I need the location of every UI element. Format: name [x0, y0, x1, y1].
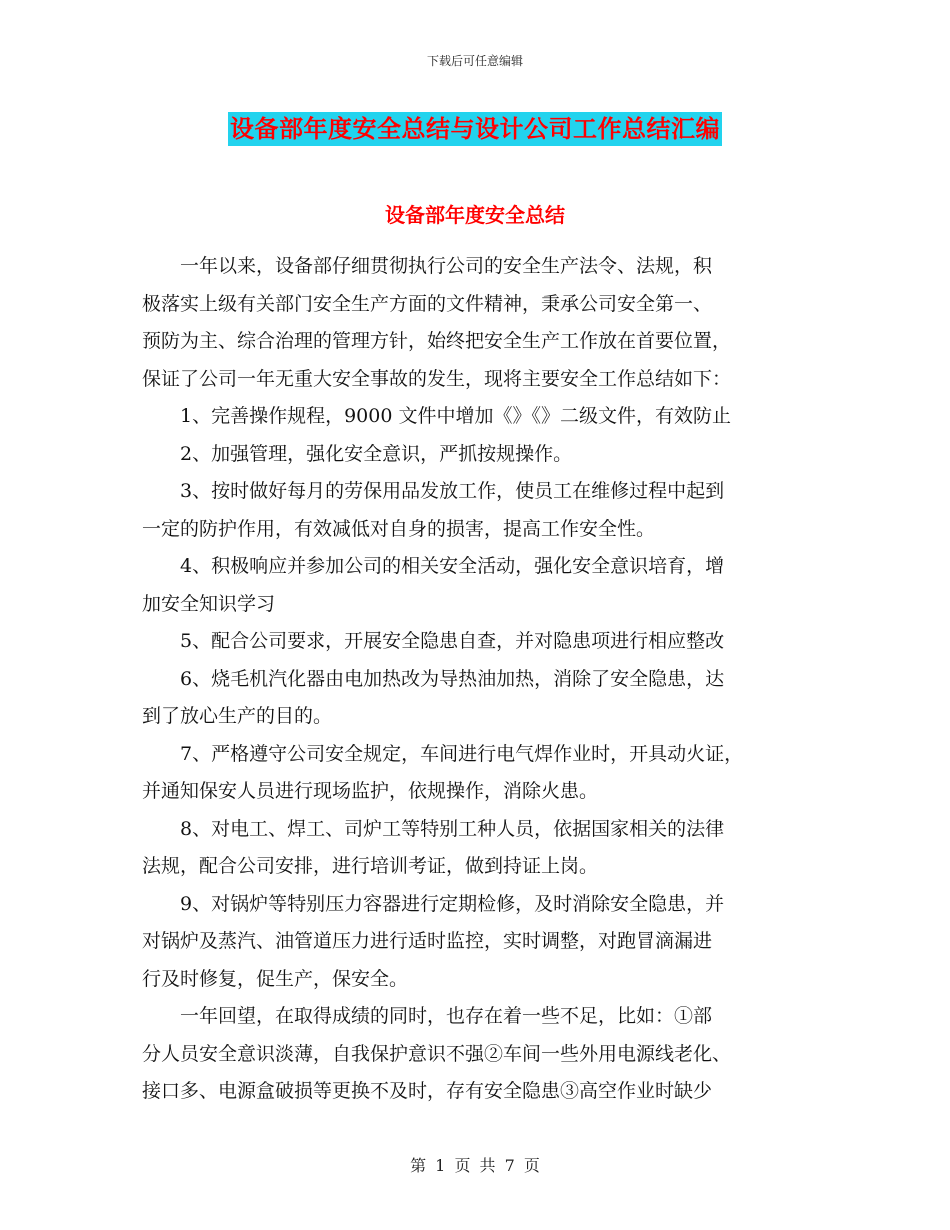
paragraph-line: 对锅炉及蒸汽、油管道压力进行适时监控，实时调整，对跑冒滴漏进: [142, 930, 713, 952]
paragraph: [142, 248, 814, 398]
paragraph-line: 8、对电工、焊工、司炉工等特别工种人员，依据国家相关的法律: [180, 817, 725, 840]
paragraph: [142, 998, 814, 1111]
section-title: 设备部年度安全总结: [385, 203, 565, 227]
paragraph-line: 3、按时做好每月的劳保用品发放工作，使员工在维修过程中起到: [180, 480, 725, 502]
paragraph: [142, 623, 814, 661]
paragraph-line: 6、烧毛机汽化器由电加热改为导热油加热，消除了安全隐患，达: [180, 667, 725, 690]
page-footer: 第 1 页 共 7 页: [410, 1156, 540, 1175]
paragraph: [142, 811, 814, 886]
document-title: 设备部年度安全总结与设计公司工作总结汇编: [228, 112, 722, 146]
paragraph-line: 到了放心生产的目的。: [142, 705, 333, 727]
document-title-container: [0, 112, 950, 146]
paragraph-line: 4、积极响应并参加公司的相关安全活动，强化安全意识培育，增: [180, 555, 725, 577]
paragraph-line: 9、对锅炉等特别压力容器进行定期检修，及时消除安全隐患，并: [180, 892, 725, 915]
paragraph-line: 7、严格遵守公司安全规定，车间进行电气焊作业时，开具动火证，: [180, 742, 744, 765]
paragraph-line: 法规，配合公司安排，进行培训考证，做到持证上岗。: [142, 855, 599, 877]
paragraph-line: 加安全知识学习: [142, 592, 276, 615]
paragraph-line: 一年回望，在取得成绩的同时，也存在着一些不足，比如：①部: [180, 1005, 713, 1027]
paragraph-line: 保证了公司一年无重大安全事故的发生，现将主要安全工作总结如下：: [142, 367, 732, 390]
paragraph-line: 极落实上级有关部门安全生产方面的文件精神，秉承公司安全第一、: [142, 292, 713, 315]
paragraph-line: 1、完善操作规程，9000 文件中增加《》《》二级文件，有效防止: [180, 405, 731, 427]
header-note: 下载后可任意编辑: [426, 54, 523, 68]
paragraph: [142, 473, 814, 548]
paragraph: [142, 661, 814, 736]
paragraph: [142, 398, 814, 436]
body-text: [142, 248, 814, 1111]
paragraph-line: 预防为主、综合治理的管理方针，始终把安全生产工作放在首要位置，: [142, 330, 732, 352]
paragraph-line: 行及时修复，促生产，保安全。: [142, 967, 409, 990]
paragraph-line: 分人员安全意识淡薄，自我保护意识不强②车间一些外用电源线老化、: [142, 1042, 732, 1065]
paragraph: [142, 436, 814, 474]
paragraph-line: 一定的防护作用，有效减低对自身的损害，提高工作安全性。: [142, 517, 656, 540]
paragraph-line: 并通知保安人员进行现场监护，依规操作，消除火患。: [142, 780, 599, 802]
paragraph-line: 5、配合公司要求，开展安全隐患自查，并对隐患项进行相应整改: [180, 630, 725, 652]
paragraph-line: 一年以来，设备部仔细贯彻执行公司的安全生产法令、法规，积: [180, 255, 713, 277]
paragraph-line: 接口多、电源盒破损等更换不及时，存有安全隐患③高空作业时缺少: [142, 1080, 713, 1102]
paragraph: [142, 886, 814, 999]
paragraph-line: 2、加强管理，强化安全意识，严抓按规操作。: [180, 442, 573, 465]
paragraph: [142, 548, 814, 623]
paragraph: [142, 736, 814, 811]
